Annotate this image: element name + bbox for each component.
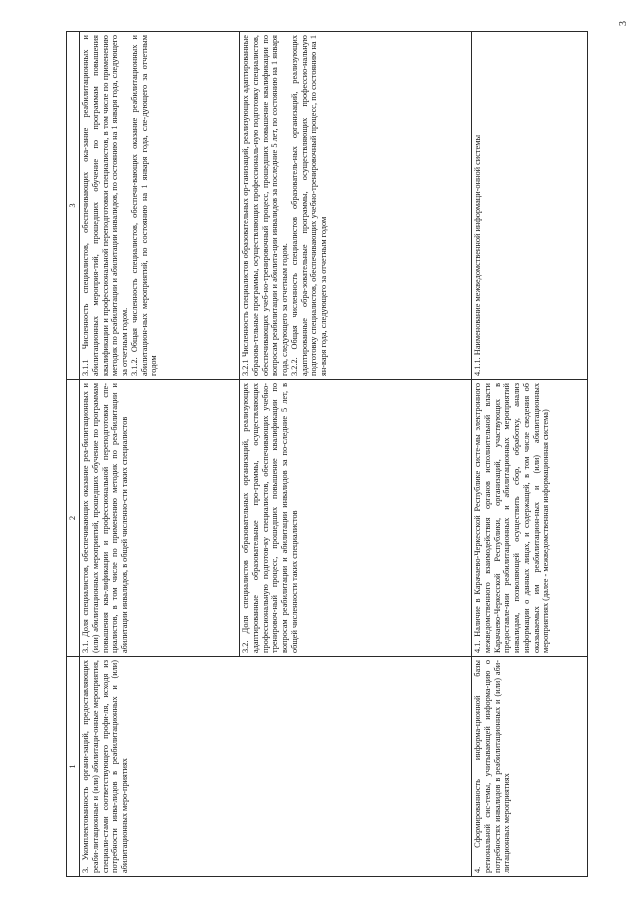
header-col-2: 2: [67, 380, 80, 657]
measure-text: 3.2.1 Численность специалистов образовательных ор-ганизаций, реализующих адаптированные образова-тельные программы, осуществляющих профессиональ-ную подготовку специалистов, обеспечивающих учеб-но-тренировочный процесс, прошедших повышение квалификации по вопросам реабилитации и абилита-ции инвалидов за последние 5 лет, по состоянию на 1 января года, следующего за отчетным годом.: [241, 35, 290, 376]
criterion-cell: 3.1. Доля специалистов, обеспечивающих оказание реа-билитационных и (или) абилитационных мероприятий, прошедших обучение по программам повышения ква-лификации и профессиональной переподготовки спе-циалистов, в том числе по применению методик по реа-билитации и абилитации инвалидов, в общей численно-сти таких специалистов: [80, 380, 240, 657]
measure-cell: [80, 32, 240, 380]
table-row: [80, 32, 240, 877]
page-number: 3: [618, 21, 629, 26]
measure-text: 3.1.1 Численность специалистов, обеспечивающих ока-зание реабилитационных и абилитационных мероприя-тий, прошедших обучение по программам повышения квалификации и профессиональной переподготовки специалистов, в том числе по применению методик по реабилитации и абилитации инвалидов, по состоянию на 1 января года, следующего за отчетным годом.: [81, 35, 130, 376]
measure-cell: [240, 32, 472, 380]
measure-text: 3.1.2. Общая численность специалистов, обеспечи-вающих оказание реабилитационных и абилитацион-ных мероприятий, по состоянию на 1 января года, сле-дующего за отчетным годом: [129, 35, 159, 376]
header-col-1: 1: [67, 657, 80, 877]
criterion-cell: 4.1. Наличие в Карачаево-Черкесской Республике систе-мы электронного межведомственного взаимодействия органов исполнительной власти Карачаево-Черкесской Республики, организаций, участвующих в предоставле-нии реабилитационных и абилитационных мероприятий инвалидам, позволяющей осуществить сбор, обработку, анализ информации о данных лицах, и содержащей, в том числе сведения об оказываемых им реабилитацион-ных и (или) абилитационных мероприятиях (далее - межведомственная информационная система): [472, 380, 588, 657]
criterion-cell: 3.2. Доля специалистов образовательных организаций, реализующих адаптированные образовательные про-граммы, осуществляющих профессиональную подготов-ку специалистов, обеспечивающих учебно-тренировоч-ный процесс, прошедших повышение квалификации по вопросам реабилитации и абилитации инвалидов за по-следние 5 лет, в общей численности таких специалистов: [240, 380, 472, 657]
measure-cell: 4.1.1. Наименование межведомственной информаци-онной системы: [472, 32, 588, 380]
header-col-3: 3: [67, 32, 80, 380]
indicators-table: [66, 31, 588, 877]
indicator-cell: 3. Укомплектованность органи-заций, предоставляющих реаби-литационные и (или) абилитаци-онные мероприятия, специали-стами соответствующего профи-ля, исходя из потребности инва-лидов в реабилитационных и (или) абилитационных меро-приятиях: [80, 657, 472, 877]
table-header-row: [67, 32, 80, 877]
rotated-table-frame: [66, 32, 588, 877]
measure-text: 3.2.2. Общая численность специалистов образователь-ных организаций, реализующих адаптированные обра-зовательные программы, осуществляющих профессио-нальную подготовку специалистов, обеспечивающих учебно-тренировочный процесс, по состоянию на 1 ян-варя года, следующего за отчетным годом: [289, 35, 329, 376]
indicator-cell: 4. Сформированность информа-ционной базы региональной сис-темы, учитывающей информа-цию о потребностях инвалидов в реабилитационных и (или) аби-литационных мероприятиях: [472, 657, 588, 877]
table-row: [472, 32, 588, 877]
